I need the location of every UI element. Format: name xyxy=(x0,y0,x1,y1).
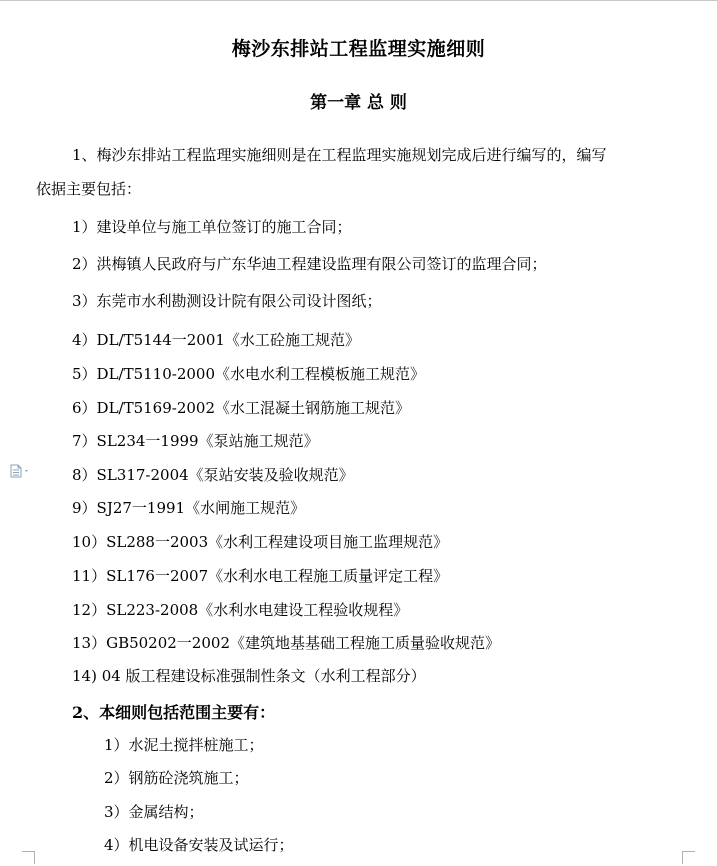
basis-item-11: 11）SL176一2007《水利水电工程施工质量评定工程》 xyxy=(72,567,449,585)
basis-item-9: 9）SJ27一1991《水闸施工规范》 xyxy=(72,499,306,517)
basis-item-5: 5）DL/T5110-2000《水电水利工程模板施工规范》 xyxy=(72,365,426,383)
intro-paragraph-line-1: 1、梅沙东排站工程监理实施细则是在工程监理实施规划完成后进行编写的，编写 xyxy=(72,146,607,164)
chapter-title: 第一章 总 则 xyxy=(310,93,407,113)
basis-item-7: 7）SL234一1999《泵站施工规范》 xyxy=(72,432,319,450)
basis-item-3: 3）东莞市水利勘测设计院有限公司设计图纸； xyxy=(72,292,382,310)
basis-item-1: 1）建设单位与施工单位签订的施工合同； xyxy=(72,218,352,236)
basis-item-14: 14) 04 版工程建设标准强制性条文（水利工程部分） xyxy=(72,667,426,685)
basis-item-12: 12）SL223-2008《水利水电建设工程验收规程》 xyxy=(72,601,409,619)
scope-item-3: 3）金属结构； xyxy=(104,803,204,821)
document-title: 梅沙东排站工程监理实施细则 xyxy=(231,38,486,60)
scope-item-1: 1）水泥土搅拌桩施工； xyxy=(104,736,264,754)
basis-item-8: 8）SL317-2004《泵站安装及验收规范》 xyxy=(72,466,354,484)
basis-item-2: 2）洪梅镇人民政府与广东华迪工程建设监理有限公司签订的监理合同； xyxy=(72,255,547,273)
basis-item-4: 4）DL/T5144一2001《水工砼施工规范》 xyxy=(72,331,360,349)
page-corner-mark-right xyxy=(682,851,695,864)
page-corner-mark-left xyxy=(22,851,35,864)
page-note-icon xyxy=(10,464,32,478)
scope-heading: 2、本细则包括范围主要有： xyxy=(72,703,276,722)
scope-item-4: 4）机电设备安装及试运行； xyxy=(104,836,294,854)
basis-item-6: 6）DL/T5169-2002《水工混凝土钢筋施工规范》 xyxy=(72,399,411,417)
scope-item-2: 2）钢筋砼浇筑施工； xyxy=(104,769,249,787)
document-margin-icon[interactable] xyxy=(10,463,32,477)
page-top-border xyxy=(0,0,717,1)
intro-paragraph-line-2: 依据主要包括： xyxy=(36,180,142,198)
basis-item-13: 13）GB50202一2002《建筑地基基础工程施工质量验收规范》 xyxy=(72,634,500,652)
basis-item-10: 10）SL288一2003《水利工程建设项目施工监理规范》 xyxy=(72,533,449,551)
